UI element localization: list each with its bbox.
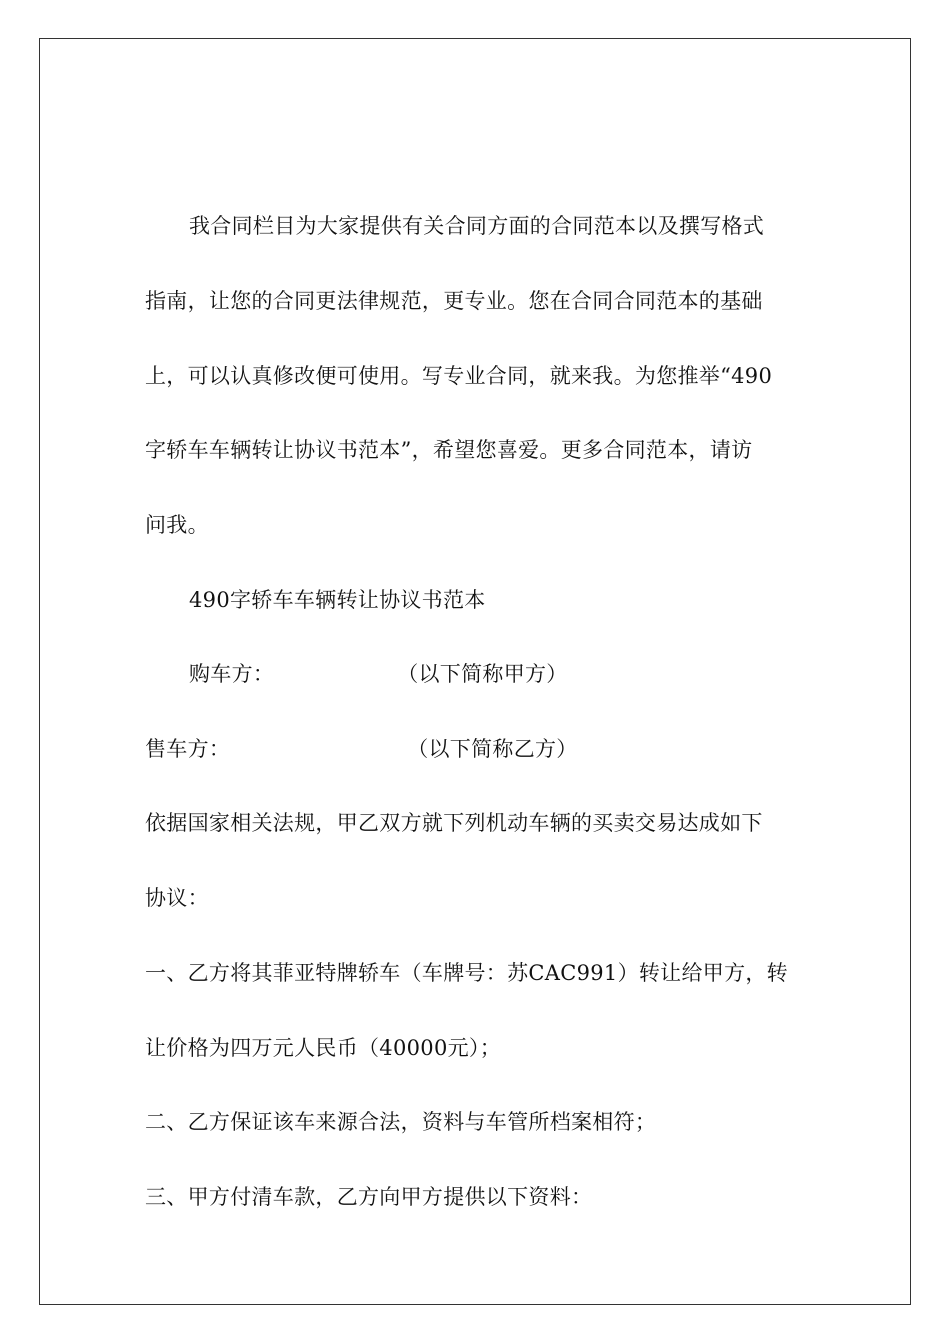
clause-1-line-1: 一、乙方将其菲亚特牌轿车（车牌号：苏CAC991）转让给甲方，转	[145, 961, 788, 985]
seller-alias: （以下简称乙方）	[407, 737, 578, 761]
clause-2: 二、乙方保证该车来源合法，资料与车管所档案相符；	[145, 1110, 657, 1134]
intro-line-5: 问我。	[145, 513, 209, 537]
buyer-line	[189, 660, 568, 688]
clause-1-line-2: 让价格为四万元人民币（40000元）；	[145, 1036, 502, 1060]
preamble-line-2: 协议：	[145, 886, 209, 910]
intro-line-2: 指南，让您的合同更法律规范，更专业。您在合同合同范本的基础	[145, 289, 763, 313]
buyer-alias: （以下简称甲方）	[397, 662, 568, 686]
buyer-label: 购车方：	[189, 662, 275, 686]
document-title: 490字轿车车辆转让协议书范本	[189, 588, 486, 612]
intro-line-4: 字轿车车辆转让协议书范本”，希望您喜爱。更多合同范本，请访	[145, 438, 753, 462]
intro-line-1: 我合同栏目为大家提供有关合同方面的合同范本以及撰写格式	[189, 214, 765, 238]
preamble-line-1: 依据国家相关法规，甲乙双方就下列机动车辆的买卖交易达成如下	[145, 811, 763, 835]
clause-3: 三、甲方付清车款，乙方向甲方提供以下资料：	[145, 1185, 593, 1209]
seller-label: 售车方：	[145, 737, 231, 761]
intro-line-3: 上，可以认真修改便可使用。写专业合同，就来我。为您推举“490	[145, 364, 773, 388]
seller-line	[145, 735, 578, 763]
